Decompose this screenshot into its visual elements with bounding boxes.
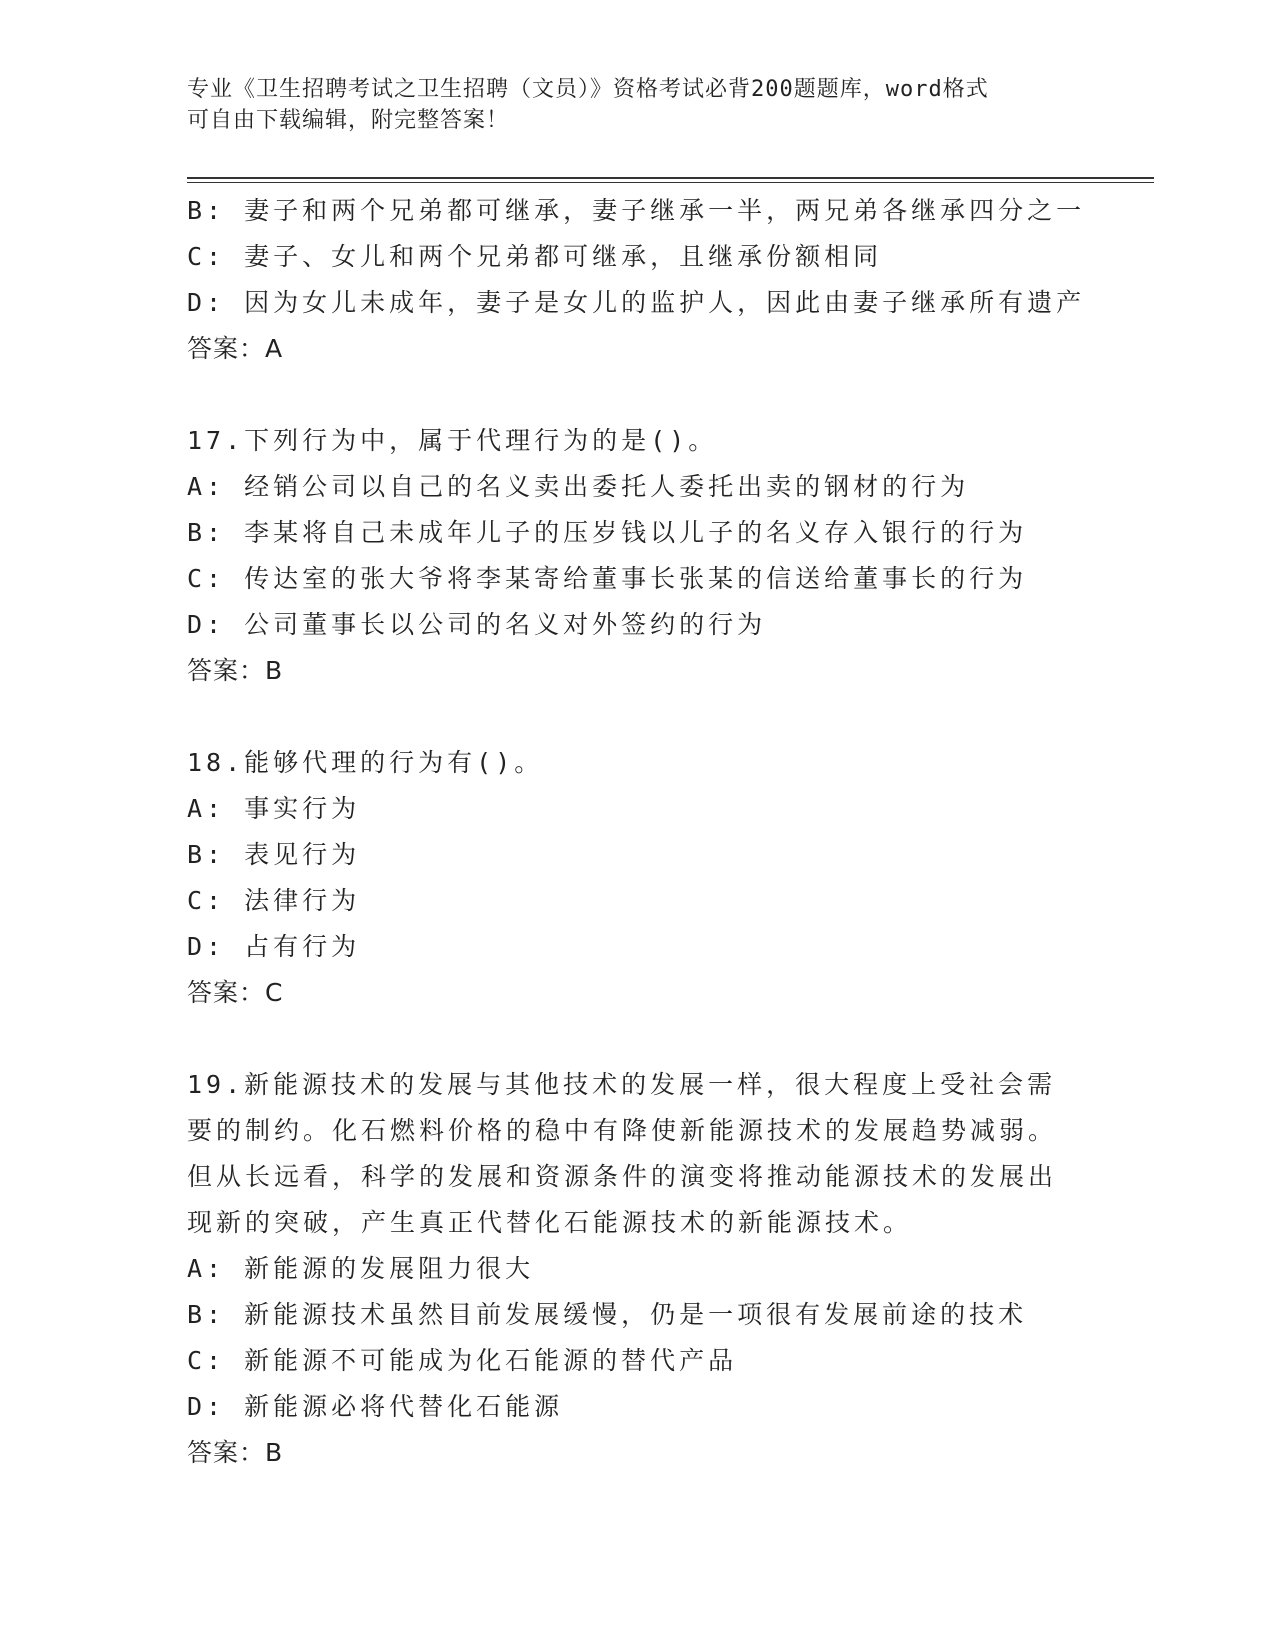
question-18: [187, 740, 1087, 1016]
option-b: B: 妻子和两个兄弟都可继承，妻子继承一半，两兄弟各继承四分之一: [187, 196, 1086, 225]
option-d: D: 公司董事长以公司的名义对外签约的行为: [187, 610, 767, 639]
question-stem: 17.下列行为中，属于代理行为的是()。: [187, 426, 718, 455]
page-header: [187, 74, 1087, 136]
answer: 答案：B: [187, 1438, 284, 1467]
option-c: C: 传达室的张大爷将李某寄给董事长张某的信送给董事长的行为: [187, 564, 1028, 593]
option-a: A: 经销公司以自己的名义卖出委托人委托出卖的钢材的行为: [187, 472, 970, 501]
answer: 答案：C: [187, 978, 284, 1007]
question-16: [187, 188, 1087, 372]
spacer: [187, 372, 1087, 418]
answer: 答案：A: [187, 334, 284, 363]
option-c: C: 法律行为: [187, 886, 361, 915]
option-a: A: 事实行为: [187, 794, 361, 823]
question-17: [187, 418, 1087, 694]
answer: 答案：B: [187, 656, 284, 685]
question-stem: 18.能够代理的行为有()。: [187, 748, 544, 777]
option-a: A: 新能源的发展阻力很大: [187, 1254, 535, 1283]
option-b: B: 新能源技术虽然目前发展缓慢，仍是一项很有发展前途的技术: [187, 1300, 1028, 1329]
header-line-1: 专业《卫生招聘考试之卫生招聘（文员）》资格考试必背200题题库，word格式: [187, 77, 989, 102]
question-list: [187, 188, 1087, 1476]
header-divider: [187, 177, 1154, 183]
option-b: B: 表见行为: [187, 840, 361, 869]
option-b: B: 李某将自己未成年儿子的压岁钱以儿子的名义存入银行的行为: [187, 518, 1028, 547]
option-d: D: 新能源必将代替化石能源: [187, 1392, 564, 1421]
question-stem: 19.新能源技术的发展与其他技术的发展一样，很大程度上受社会需要的制约。化石燃料价格的稳中有降使新能源技术的发展趋势减弱。但从长远看，科学的发展和资源条件的演变将推动能源技术的发展出现新的突破，产生真正代替化石能源技术的新能源技术。: [187, 1070, 1058, 1237]
option-d: D: 因为女儿未成年，妻子是女儿的监护人，因此由妻子继承所有遗产: [187, 288, 1086, 317]
spacer: [187, 694, 1087, 740]
option-c: C: 妻子、女儿和两个兄弟都可继承，且继承份额相同: [187, 242, 883, 271]
option-d: D: 占有行为: [187, 932, 361, 961]
header-line-2: 可自由下载编辑，附完整答案！: [187, 108, 510, 133]
option-c: C: 新能源不可能成为化石能源的替代产品: [187, 1346, 738, 1375]
spacer: [187, 1016, 1087, 1062]
question-19: [187, 1062, 1087, 1476]
